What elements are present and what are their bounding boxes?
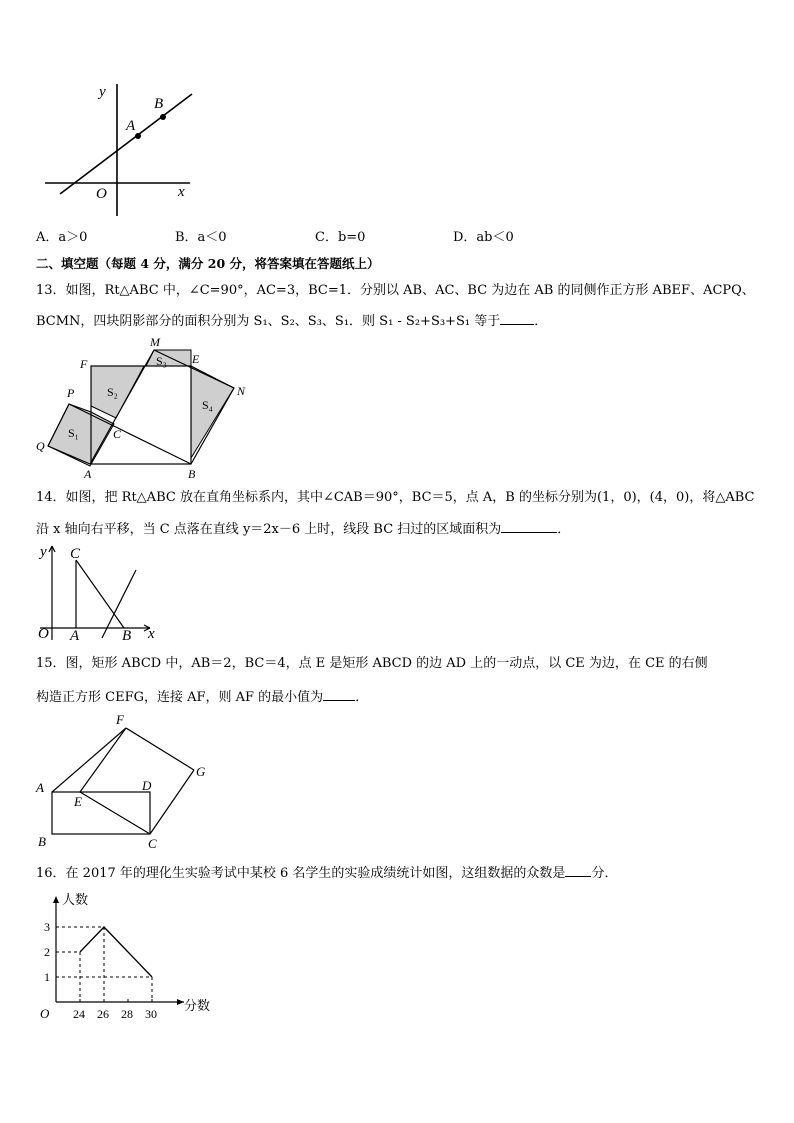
point-c-label: C	[70, 546, 81, 562]
point-a-label: A	[70, 628, 80, 644]
figure-q12	[40, 82, 200, 222]
y-tick-label: 2	[44, 945, 50, 959]
label-f: F	[116, 712, 124, 727]
point-a-label: A	[126, 118, 136, 134]
label-a: A	[36, 780, 44, 795]
answer-blank	[565, 862, 591, 877]
x-axis-label: x	[148, 626, 155, 642]
y-axis-label: y	[40, 544, 47, 560]
label-c: C	[113, 427, 122, 441]
origin-label: O	[38, 626, 49, 642]
label-g: G	[196, 764, 206, 779]
label-s1: S₁	[68, 426, 79, 440]
label-d: D	[142, 778, 152, 793]
x-axis-title: 分数	[184, 998, 211, 1013]
point-b-label: B	[154, 96, 164, 112]
x-tick-label: 28	[121, 1007, 133, 1021]
figure-q15	[34, 712, 220, 850]
label-b: B	[38, 834, 46, 849]
q13-line2: BCMN，四块阴影部分的面积分别为 S₁、S₂、S₃、S₁．则 S₁ - S₂+S₃+S₁ 等于 ．	[36, 310, 547, 332]
chart-q16	[34, 888, 224, 1022]
label-s3: S₃	[156, 354, 167, 368]
q14-line1: 14．如图，把 Rt△ABC 放在直角坐标系内，其中∠CAB＝90°，BC＝5，点 A，B 的坐标分别为(1，0)，(4，0)，将△ABC	[36, 490, 755, 505]
label-n: N	[237, 384, 246, 398]
y-axis-arrow	[53, 896, 59, 903]
figure-q14	[36, 540, 166, 644]
answer-blank	[501, 518, 557, 533]
q14-line2: 沿 x 轴向右平移，当 C 点落在直线 y＝2x－6 上时，线段 BC 扫过的区域面积为 ．	[36, 518, 570, 540]
x-axis-label: x	[178, 184, 185, 200]
y-tick-label: 3	[44, 920, 50, 934]
x-tick-label: 26	[97, 1007, 109, 1021]
q12-option-d: D．ab＜0	[453, 230, 514, 245]
origin-label: O	[40, 1006, 50, 1021]
answer-blank	[500, 310, 534, 325]
q12-option-c: C．b=0	[315, 230, 366, 245]
q16-line1: 16．在 2017 年的理化生实验考试中某校 6 名学生的实验成绩统计如图，这组数据的众数是 分．	[36, 862, 617, 884]
q12-option-a: A．a＞0	[36, 230, 88, 245]
y-tick-label: 1	[44, 970, 50, 984]
label-q: Q	[36, 439, 45, 453]
section-header: 二、填空题（每题 4 分，满分 20 分，将答案填在答题纸上）	[36, 256, 380, 271]
q15-line2: 构造正方形 CEFG，连接 AF，则 AF 的最小值为 ．	[36, 686, 368, 708]
label-c: C	[148, 836, 157, 850]
x-tick-label: 24	[73, 1007, 85, 1021]
series-line	[80, 927, 152, 977]
x-tick-label: 30	[145, 1007, 157, 1021]
label-s2: S₂	[107, 385, 118, 399]
label-p: P	[67, 386, 75, 400]
q12-option-b: B．a＜0	[175, 230, 227, 245]
figure-q13	[34, 334, 264, 482]
point-b-label: B	[122, 628, 132, 644]
y-axis-title: 人数	[62, 892, 89, 907]
q13-line1: 13．如图，Rt△ABC 中，∠C=90°，AC=3，BC=1．分别以 AB、AC、BC 为边在 AB 的同侧作正方形 ABEF、ACPQ、	[36, 283, 755, 298]
label-m: M	[150, 335, 160, 349]
label-a: A	[84, 467, 92, 481]
origin-label: O	[96, 186, 107, 202]
label-b: B	[188, 467, 196, 481]
q15-line1: 15．图，矩形 ABCD 中，AB＝2，BC＝4，点 E 是矩形 ABCD 的边 AD 上的一动点，以 CE 为边，在 CE 的右侧	[36, 656, 708, 671]
label-s4: S₄	[202, 398, 213, 412]
x-axis-arrow	[177, 999, 184, 1005]
answer-blank	[323, 686, 355, 701]
y-axis-label: y	[99, 84, 106, 100]
label-e: E	[192, 352, 200, 366]
label-e: E	[74, 794, 82, 809]
label-f: F	[80, 357, 88, 371]
